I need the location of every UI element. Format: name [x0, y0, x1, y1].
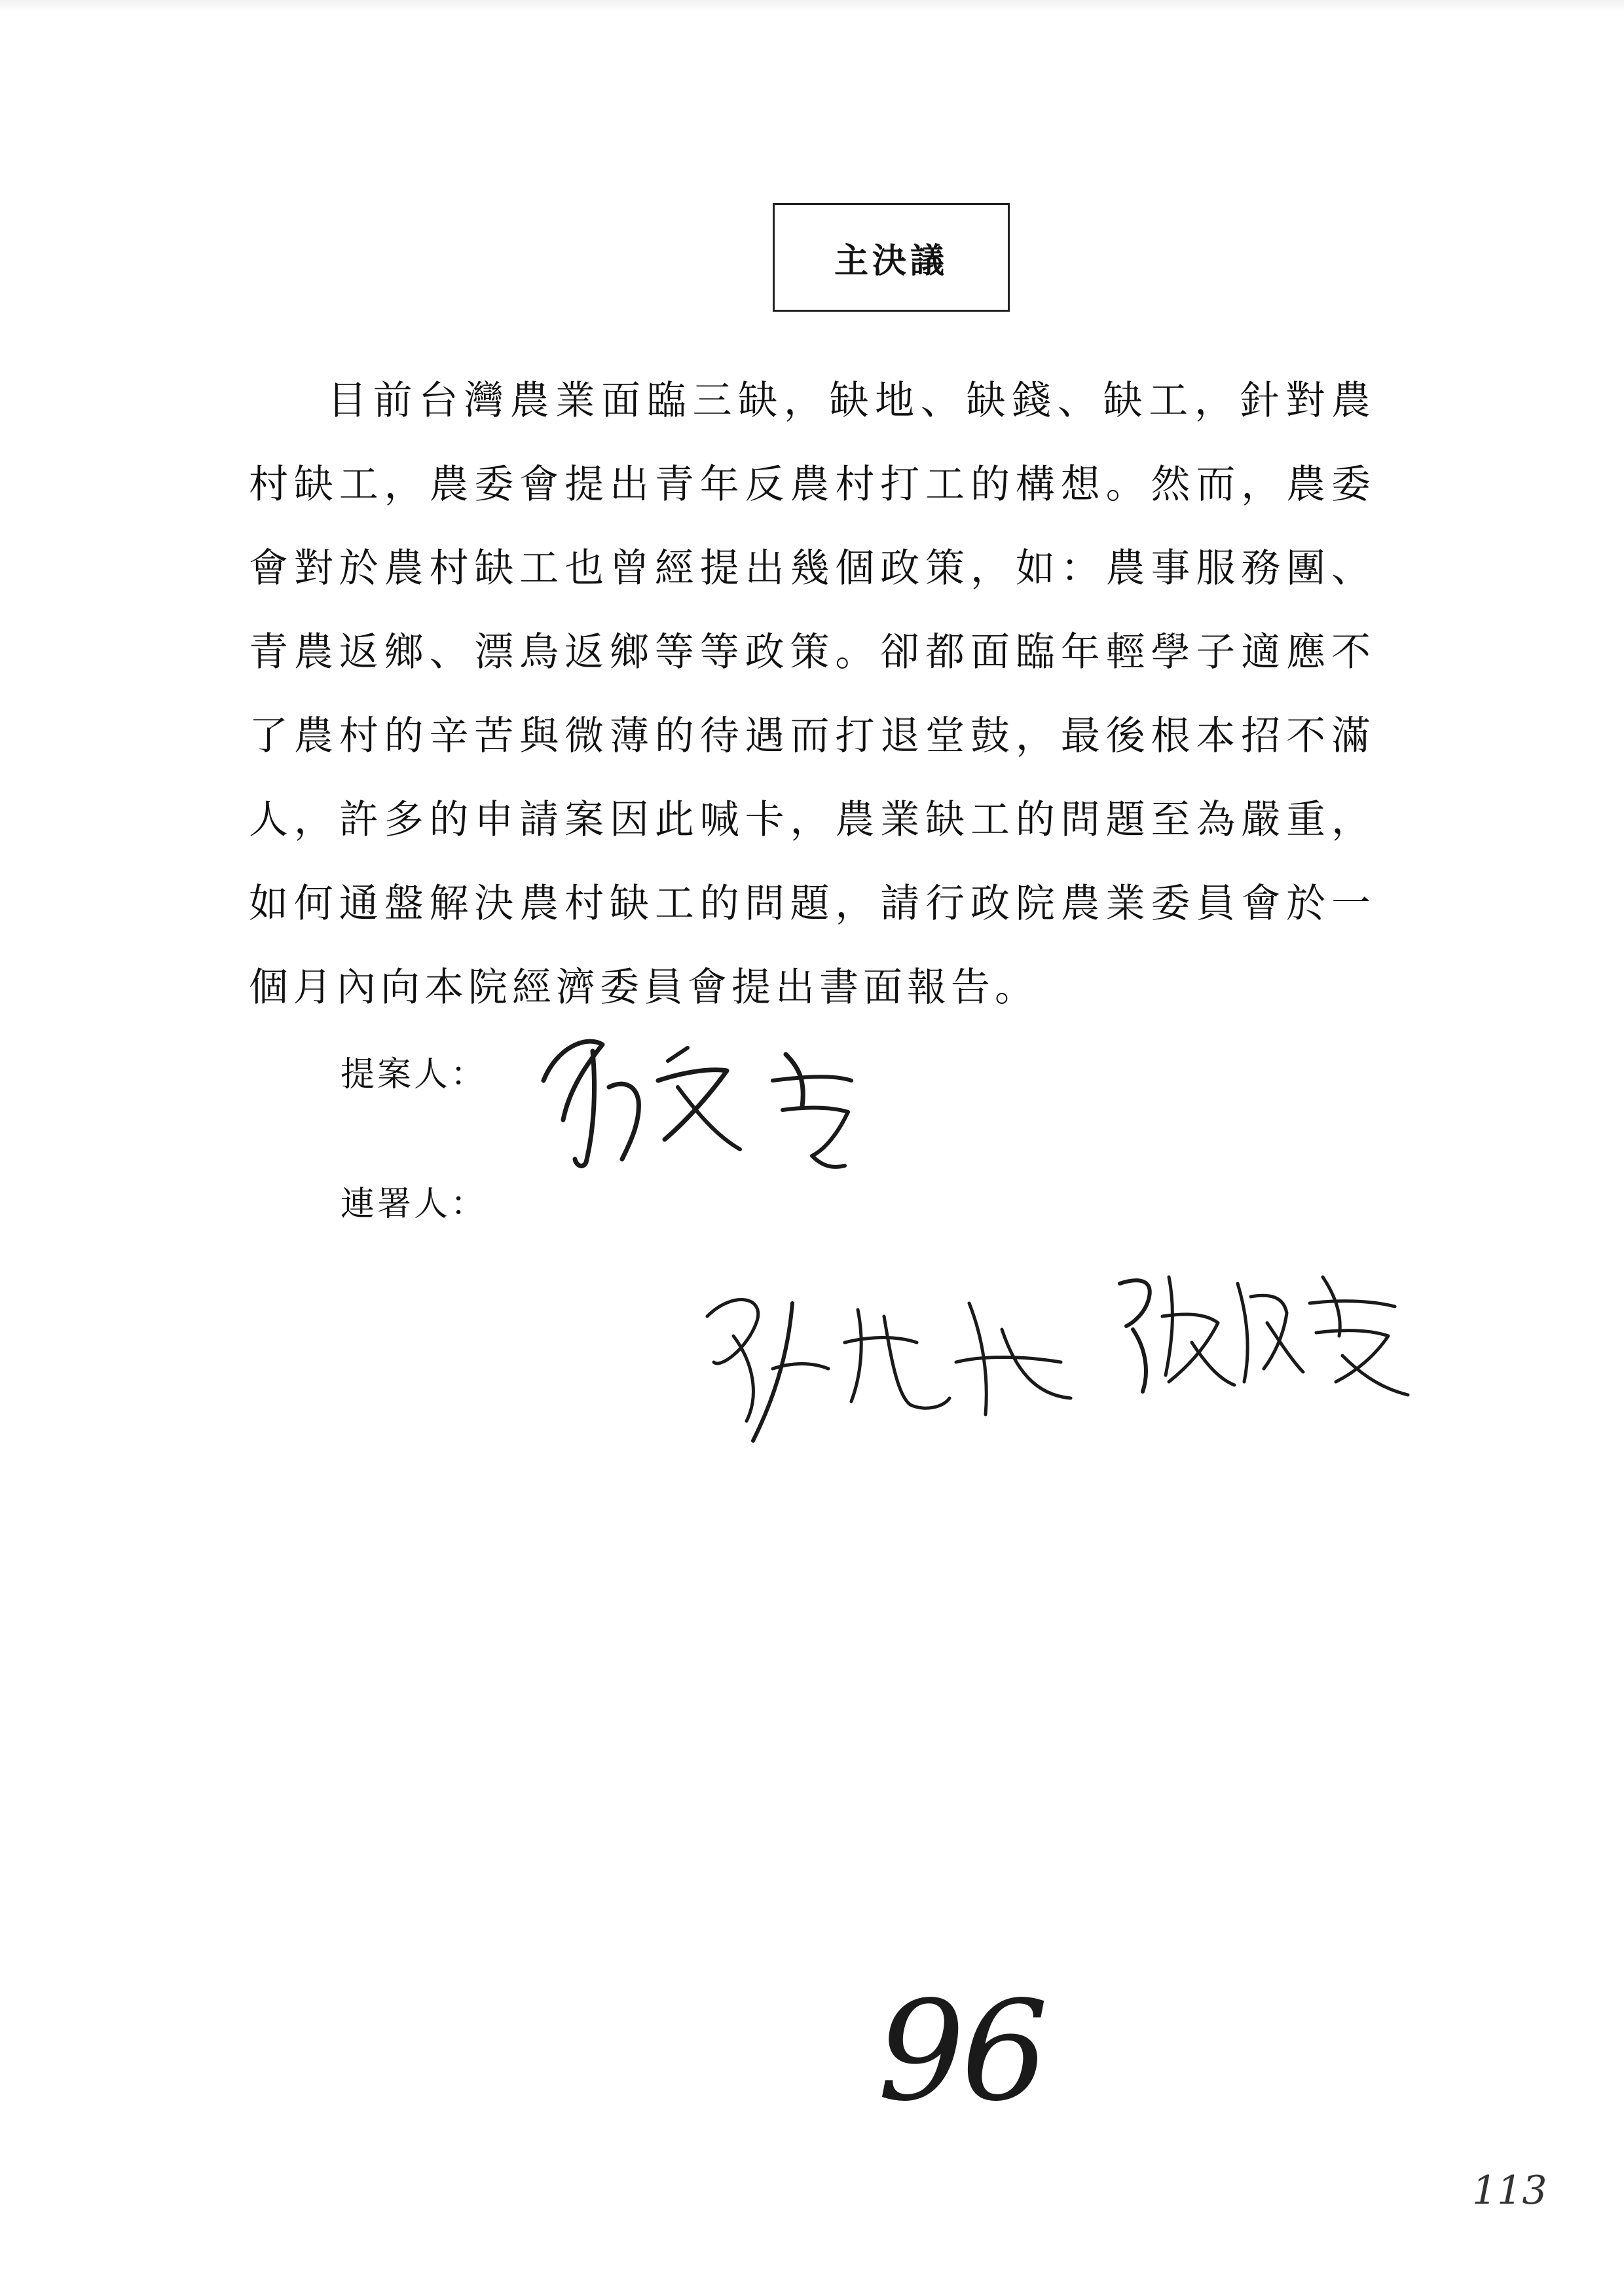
- cosigner-signature-1: [694, 1264, 1087, 1460]
- title-box: [773, 203, 1010, 312]
- page-number: 113: [1472, 2168, 1547, 2213]
- proposer-label: 提案人：: [341, 1055, 488, 1094]
- resolution-body: 目前台灣農業面臨三缺，缺地、缺錢、缺工，針對農村缺工，農委會提出青年反農村打工的構想。然而，農委會對於農村缺工也曾經提出幾個政策，如：農事服務團、青農返鄉、漂鳥返鄉等等政策。卻都面臨年輕學子適應不了農村的辛苦與微薄的待遇而打退堂鼓，最後根本招不滿人，許多的申請案因此喊卡，農業缺工的問題至為嚴重，如何通盤解決農村缺工的問題，請行政院農業委員會於一個月內向本院經濟委員會提出書面報告。: [249, 378, 1375, 1010]
- handwritten-number: 96: [877, 1971, 1045, 2132]
- page-edge: [0, 0, 1624, 12]
- document-title: 主決議: [834, 241, 948, 281]
- proposer-signature: [524, 1009, 891, 1179]
- cosigner-label: 連署人：: [341, 1185, 488, 1224]
- cosigner-signature-2: [1107, 1251, 1421, 1408]
